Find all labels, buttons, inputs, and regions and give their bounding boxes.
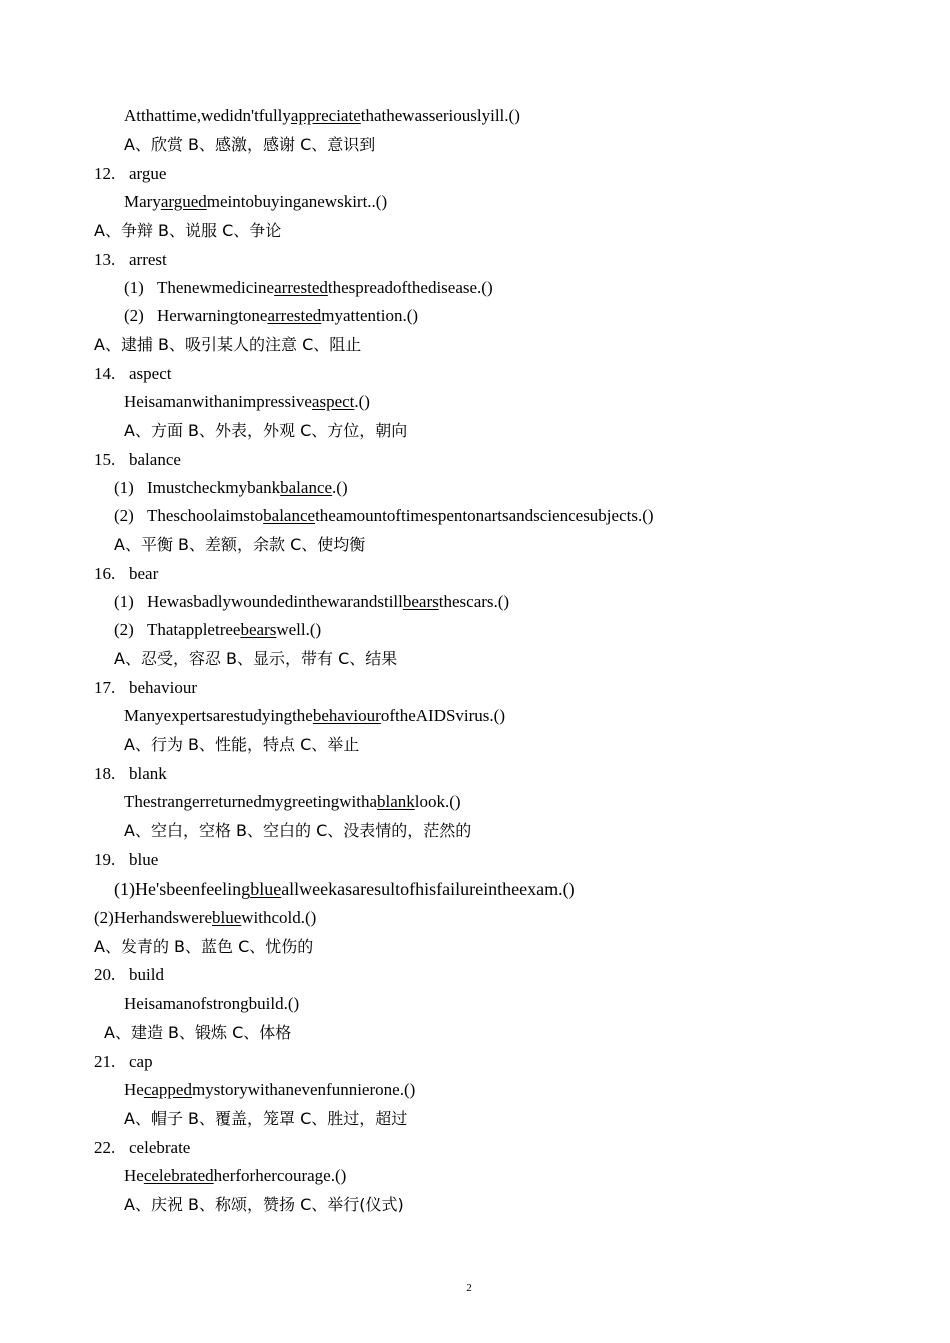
answer-options: A、帽子 B、覆盖，笼罩 C、胜过，超过	[124, 1109, 408, 1128]
vocab-heading: 20. build	[94, 965, 164, 984]
answer-options: A、平衡 B、差额，余款 C、使均衡	[114, 535, 366, 554]
example-sentence: Heisamanwithanimpressiveaspect.()	[124, 392, 370, 411]
example-sentence: Hecelebratedherforhercourage.()	[124, 1166, 347, 1185]
answer-options: A、发青的 B、蓝色 C、忧伤的	[94, 937, 314, 956]
example-sentence: (1) Thenewmedicinearrestedthespreadofthedisease.()	[124, 278, 493, 297]
example-sentence: Hecappedmystorywithanevenfunnierone.()	[124, 1080, 416, 1099]
vocab-heading: 12. argue	[94, 164, 167, 183]
example-sentence: Atthattime,wedidn'tfullyappreciatethathewasseriouslyill.()	[124, 106, 520, 125]
answer-options: A、庆祝 B、称颂，赞扬 C、举行(仪式)	[124, 1195, 404, 1214]
answer-options: A、方面 B、外表，外观 C、方位，朝向	[124, 421, 408, 440]
vocab-heading: 15. balance	[94, 450, 181, 469]
answer-options: A、空白，空格 B、空白的 C、没表情的，茫然的	[124, 821, 472, 840]
example-sentence: Heisamanofstrongbuild.()	[124, 994, 300, 1013]
example-sentence: (2) Theschoolaimstobalancetheamountoftimespentonartsandsciencesubjects.()	[114, 506, 654, 525]
example-sentence: (1)He'sbeenfeelingblueallweekasaresultofhisfailureintheexam.()	[114, 879, 575, 899]
example-sentence: (1) Hewasbadlywoundedinthewarandstillbearsthescars.()	[114, 592, 510, 611]
example-sentence: (2) Herwarningtonearrestedmyattention.()	[124, 306, 419, 325]
vocab-heading: 21. cap	[94, 1052, 153, 1071]
vocab-heading: 22. celebrate	[94, 1138, 191, 1157]
answer-options: A、建造 B、锻炼 C、体格	[104, 1023, 292, 1042]
example-sentence: (1) Imustcheckmybankbalance.()	[114, 478, 348, 497]
answer-options: A、逮捕 B、吸引某人的注意 C、阻止	[94, 335, 362, 354]
vocab-heading: 13. arrest	[94, 250, 167, 269]
example-sentence: Thestrangerreturnedmygreetingwithablanklook.()	[124, 792, 461, 811]
vocab-heading: 18. blank	[94, 764, 167, 783]
vocab-heading: 14. aspect	[94, 364, 172, 383]
vocab-heading: 16. bear	[94, 564, 159, 583]
page-number: 2	[466, 1282, 472, 1294]
vocab-heading: 17. behaviour	[94, 678, 197, 697]
example-sentence: ManyexpertsarestudyingthebehaviouroftheAIDSvirus.()	[124, 706, 505, 725]
answer-options: A、争辩 B、说服 C、争论	[94, 221, 282, 240]
example-sentence: Maryarguedmeintobuyinganewskirt..()	[124, 192, 388, 211]
answer-options: A、行为 B、性能，特点 C、举止	[124, 735, 360, 754]
example-sentence: (2)Herhandswerebluewithcold.()	[94, 908, 317, 927]
example-sentence: (2) Thatappletreebearswell.()	[114, 620, 322, 639]
answer-options: A、忍受，容忍 B、显示，带有 C、结果	[114, 649, 398, 668]
answer-options: A、欣赏 B、感激，感谢 C、意识到	[124, 135, 376, 154]
vocab-heading: 19. blue	[94, 850, 159, 869]
